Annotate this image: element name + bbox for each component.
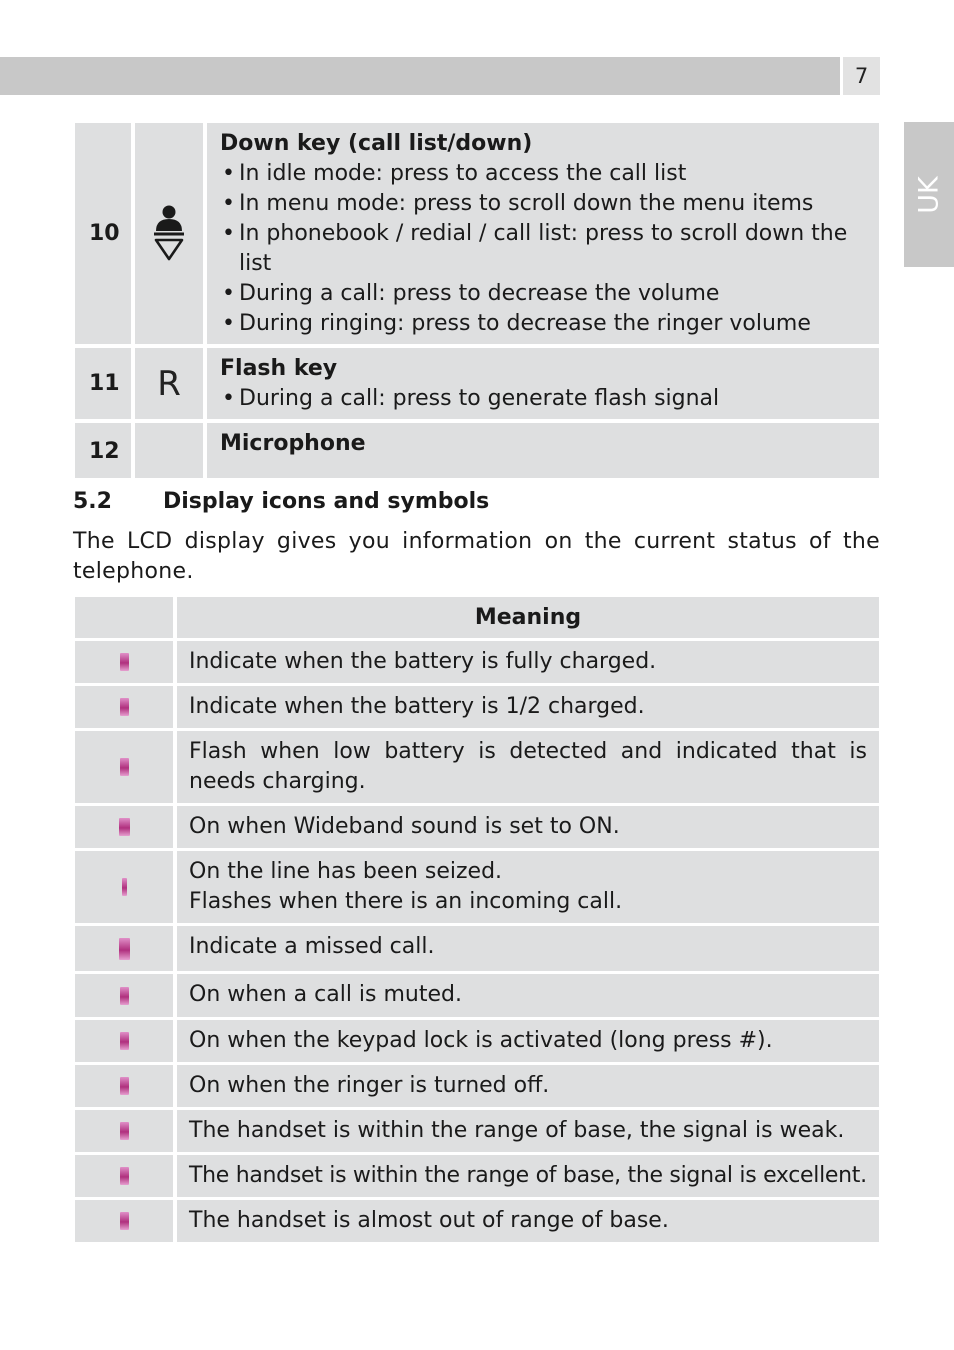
table-row [75, 1200, 879, 1242]
language-tab-label: UK [913, 175, 945, 214]
row-meaning: On when Wideband sound is set to ON. [177, 806, 879, 848]
section-heading [73, 489, 489, 514]
header-meaning: Meaning [177, 597, 879, 638]
table-row [75, 641, 879, 683]
section-number: 5.2 [73, 489, 112, 514]
battery-full-icon [75, 641, 173, 683]
table-row [75, 686, 879, 728]
key-description [207, 423, 879, 478]
missed-call-icon [75, 926, 173, 971]
table-row [75, 851, 879, 923]
row-meaning: On when the keypad lock is activated (long press #). [177, 1020, 879, 1062]
table-row [75, 731, 879, 803]
down-key-icon [135, 123, 203, 344]
bullet-item: • In idle mode: press to access the call list [220, 159, 869, 189]
table-header-row [75, 597, 879, 638]
key-row-10 [75, 123, 879, 344]
section-title: Display icons and symbols [163, 489, 490, 514]
key-number: 11 [75, 348, 131, 419]
keypad-lock-icon [75, 1020, 173, 1062]
bullet-item: • In menu mode: press to scroll down the menu items [220, 189, 869, 219]
key-description [207, 123, 879, 344]
bullet-item: • In phonebook / redial / call list: press to scroll down the list [220, 219, 869, 279]
signal-weak-icon [75, 1110, 173, 1152]
table-row [75, 1065, 879, 1107]
bullet-item: • During ringing: press to decrease the ringer volume [220, 309, 869, 339]
key-number: 10 [75, 123, 131, 344]
key-title: Down key (call list/down) [220, 131, 533, 156]
battery-low-icon [75, 731, 173, 803]
key-row-11 [75, 348, 879, 419]
language-tab [904, 122, 954, 267]
key-bullets [220, 384, 869, 414]
row-meaning: On when a call is muted. [177, 974, 879, 1017]
header-icon-cell [75, 597, 173, 638]
row-meaning: Indicate when the battery is 1/2 charged. [177, 686, 879, 728]
row-meaning: Flash when low battery is detected and indicated that is needs charging. [177, 731, 879, 803]
empty-icon-cell [135, 423, 203, 478]
ringer-off-icon [75, 1065, 173, 1107]
row-meaning: On the line has been seized. Flashes when there is an incoming call. [177, 851, 879, 923]
bullet-item: • During a call: press to generate flash signal [220, 384, 869, 414]
icon-table [75, 597, 879, 1245]
mute-icon [75, 974, 173, 1017]
header-bar [0, 57, 840, 95]
table-row [75, 974, 879, 1017]
key-description [207, 348, 879, 419]
line-seized-icon [75, 851, 173, 923]
battery-half-icon [75, 686, 173, 728]
key-title: Flash key [220, 356, 338, 381]
table-row [75, 926, 879, 971]
wideband-icon [75, 806, 173, 848]
table-row [75, 1155, 879, 1197]
row-meaning: The handset is within the range of base, the signal is excellent. [177, 1155, 879, 1197]
table-row [75, 806, 879, 848]
key-table [75, 123, 879, 482]
row-meaning: The handset is almost out of range of base. [177, 1200, 879, 1242]
bullet-item: • During a call: press to decrease the volume [220, 279, 869, 309]
row-meaning: The handset is within the range of base, the signal is weak. [177, 1110, 879, 1152]
page-number: 7 [843, 57, 880, 95]
key-row-12 [75, 423, 879, 478]
table-row [75, 1110, 879, 1152]
intro-paragraph: The LCD display gives you information on the current status of the telephone. [73, 529, 880, 584]
row-meaning: On when the ringer is turned off. [177, 1065, 879, 1107]
table-row [75, 1020, 879, 1062]
key-title: Microphone [220, 431, 366, 456]
signal-excellent-icon [75, 1155, 173, 1197]
row-meaning: Indicate a missed call. [177, 926, 879, 971]
row-meaning: Indicate when the battery is fully charged. [177, 641, 879, 683]
key-bullets [220, 159, 869, 339]
out-of-range-icon [75, 1200, 173, 1242]
key-number: 12 [75, 423, 131, 478]
flash-key-icon: R [135, 348, 203, 419]
